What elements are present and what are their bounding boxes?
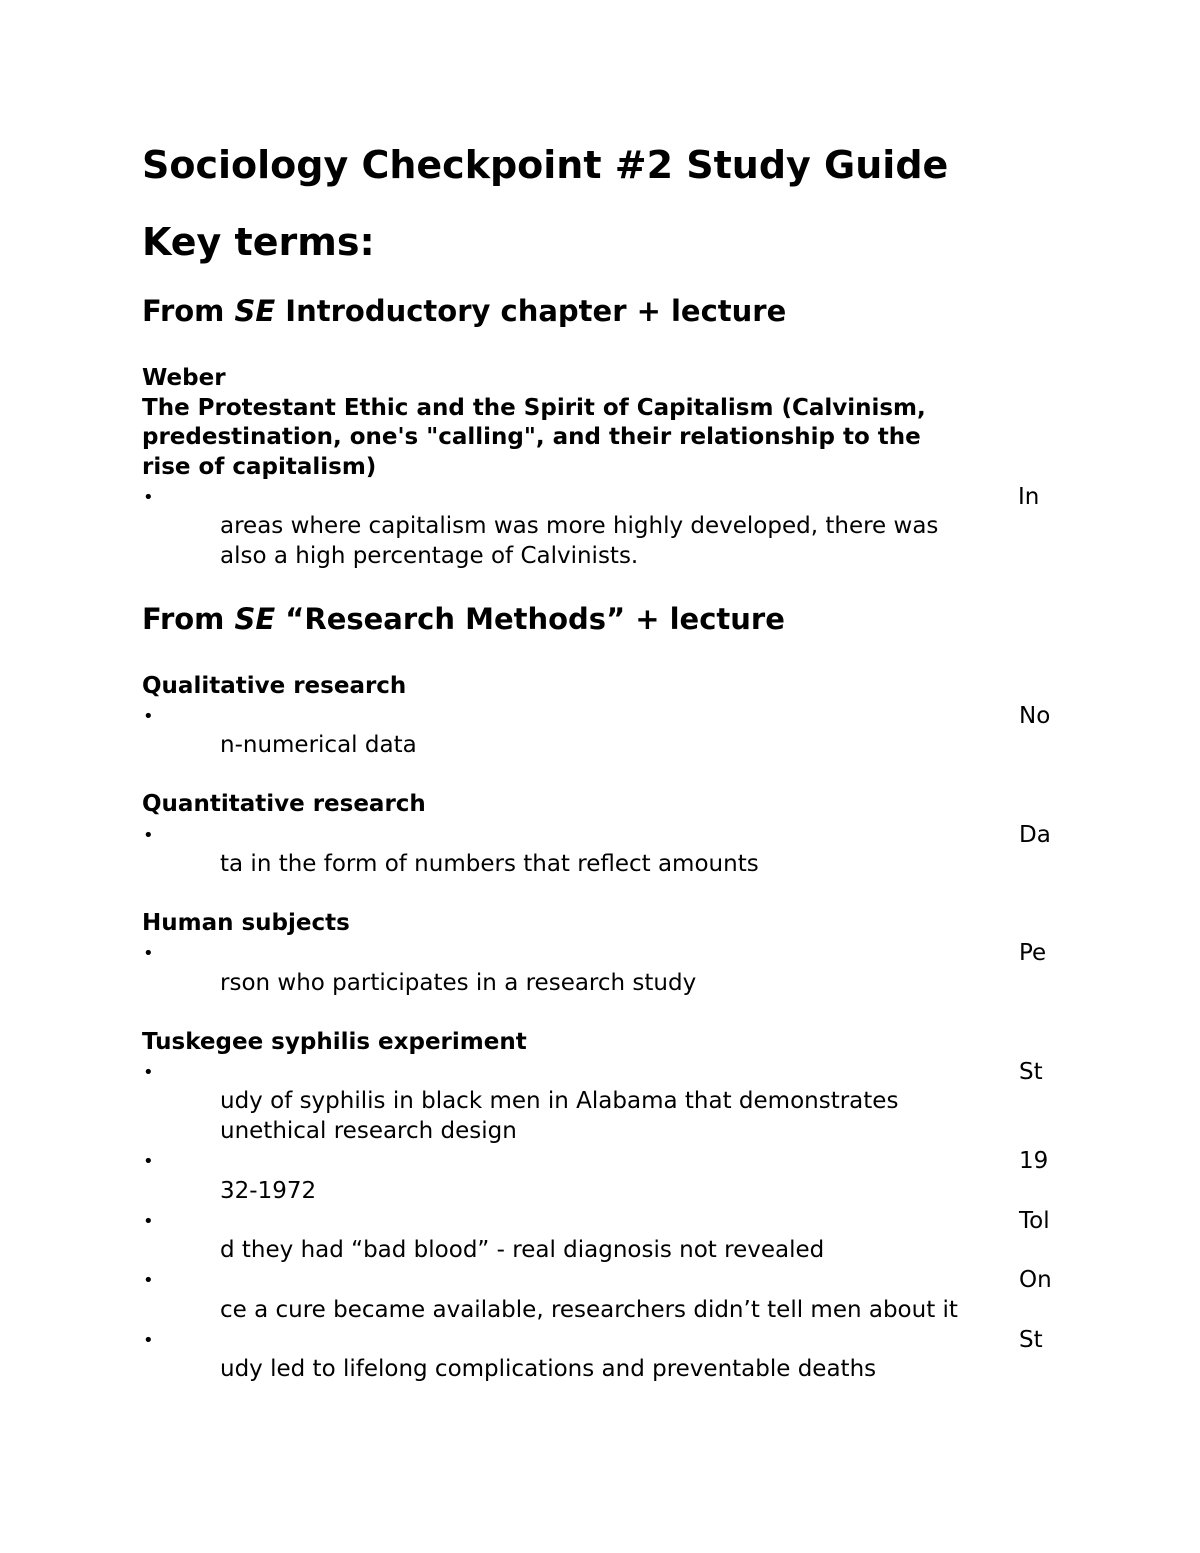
bullet-text-line: areas where capitalism was more highly developed, there was	[220, 513, 939, 539]
bullet-text-line: also a high percentage of Calvinists.	[220, 543, 639, 569]
bullet-text-line: ce a cure became available, researchers didn’t tell men about it	[220, 1297, 958, 1323]
term-subtitle-line: predestination, one's "calling", and their relationship to the	[142, 424, 921, 450]
section-heading-research-methods	[142, 602, 785, 636]
bullet-icon: •	[143, 943, 154, 964]
key-terms-heading: Key terms:	[142, 220, 375, 264]
bullet-icon: •	[143, 487, 154, 508]
section-heading-suffix: “Research Methods” + lecture	[275, 602, 785, 636]
bullet-text-line: 32-1972	[220, 1178, 317, 1204]
bullet-head-fragment: 19	[1019, 1148, 1049, 1174]
bullet-text-line: udy led to lifelong complications and preventable deaths	[220, 1356, 877, 1382]
term-label-qualitative-research: Qualitative research	[142, 673, 407, 699]
bullet-icon: •	[143, 1211, 154, 1232]
bullet-head-fragment: Tol	[1019, 1208, 1050, 1234]
term-label-human-subjects: Human subjects	[142, 910, 350, 936]
bullet-icon: •	[143, 1151, 154, 1172]
bullet-head-fragment: Da	[1019, 822, 1051, 848]
bullet-head-fragment: St	[1019, 1327, 1043, 1353]
section-heading-prefix: From	[142, 294, 235, 328]
bullet-icon: •	[143, 706, 154, 727]
bullet-head-fragment: St	[1019, 1059, 1043, 1085]
bullet-text-line: ta in the form of numbers that reflect amounts	[220, 851, 759, 877]
bullet-text-line: udy of syphilis in black men in Alabama that demonstrates	[220, 1088, 899, 1114]
term-subtitle-line: The Protestant Ethic and the Spirit of Capitalism (Calvinism,	[142, 395, 926, 421]
bullet-text-line: rson who participates in a research study	[220, 970, 697, 996]
bullet-head-fragment: Pe	[1019, 940, 1047, 966]
term-label-tuskegee: Tuskegee syphilis experiment	[142, 1029, 527, 1055]
section-heading-prefix: From	[142, 602, 235, 636]
section-heading-suffix: Introductory chapter + lecture	[275, 294, 787, 328]
bullet-head-fragment: No	[1019, 703, 1051, 729]
term-subtitle-line: rise of capitalism)	[142, 454, 377, 480]
bullet-icon: •	[143, 825, 154, 846]
bullet-icon: •	[143, 1270, 154, 1291]
bullet-head-fragment: On	[1019, 1267, 1052, 1293]
term-label-weber: Weber	[142, 365, 226, 391]
bullet-text-line: unethical research design	[220, 1118, 517, 1144]
page-title: Sociology Checkpoint #2 Study Guide	[142, 143, 949, 187]
bullet-icon: •	[143, 1330, 154, 1351]
section-heading-source: SE	[234, 602, 276, 636]
section-heading-source: SE	[234, 294, 276, 328]
bullet-text-line: d they had “bad blood” - real diagnosis not revealed	[220, 1237, 825, 1263]
bullet-text-line: n-numerical data	[220, 732, 417, 758]
bullet-head-fragment: In	[1018, 484, 1040, 510]
term-label-quantitative-research: Quantitative research	[142, 791, 426, 817]
bullet-icon: •	[143, 1062, 154, 1083]
section-heading-introductory	[142, 294, 786, 328]
